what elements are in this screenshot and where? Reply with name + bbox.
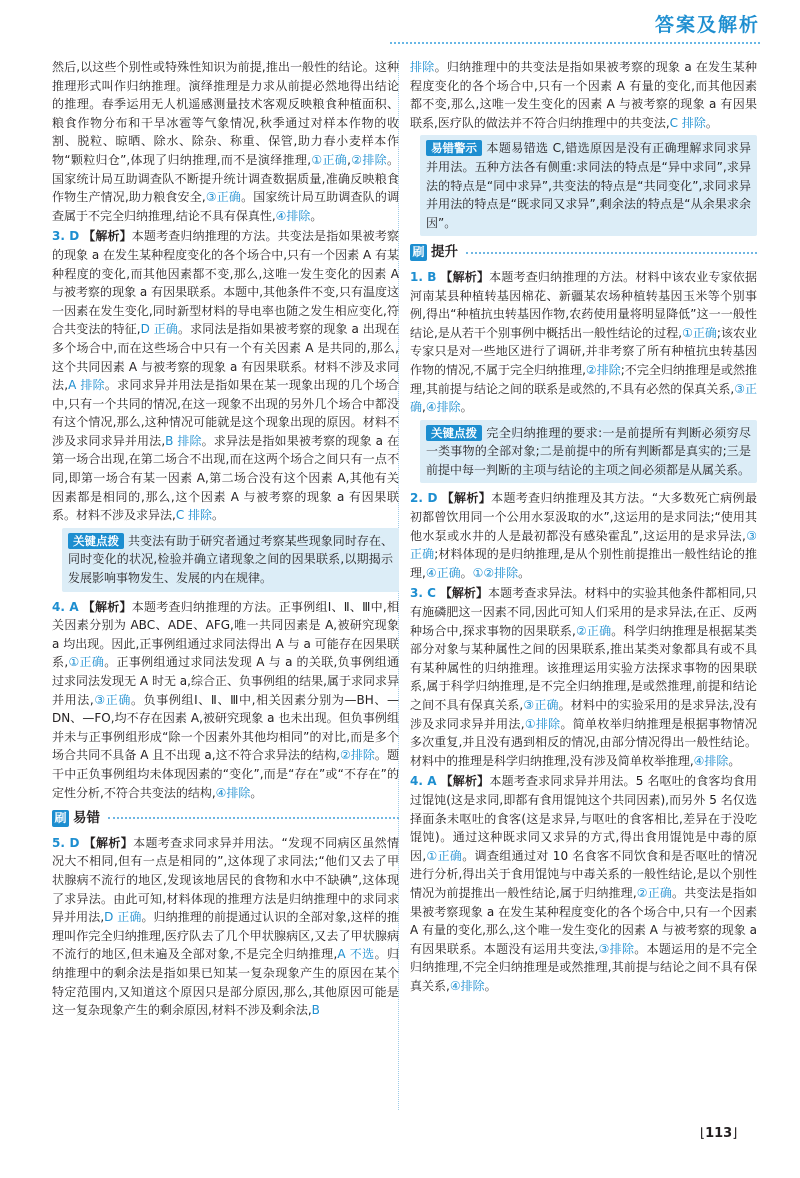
text: 。科学归纳推理是根据某类部分对象与某种属性之间的因果联系,推出某类对象都具有或不具有某种属性的归纳推理。该推理运用实验方法探求事物的因果联系,属于科学归纳推理,是不完全归纳推理,是或然推理,前提和结论之间不具有保真关系, xyxy=(410,623,757,712)
verdict: B xyxy=(311,1003,320,1018)
text: 。国家统计局互助调查队的调查属于不完全归纳推理,结论不具有保真性, xyxy=(52,190,399,223)
text: 。 xyxy=(250,785,263,800)
text: 。 xyxy=(484,978,497,993)
tip-box-key-point xyxy=(420,420,757,484)
verdict: ①排除 xyxy=(524,716,561,731)
text: 。国家统计局互助调查队不断提升统计调查数据质量,准确反映粮食作物生产情况,助力粮食安全, xyxy=(52,152,399,205)
tip-box-key-point xyxy=(62,528,399,592)
answer-number: 3. C xyxy=(410,586,436,601)
text: 。简单枚举归纳推理是根据事物情况多次重复,并且没有遇到相反的情况,由部分情况得出一般性结论。材料中的推理是科学归纳推理,没有涉及简单枚举推理, xyxy=(410,716,757,768)
verdict: ④排除 xyxy=(693,753,729,768)
verdict: ①正确 xyxy=(68,655,105,670)
analysis-tag: 【解析】 xyxy=(440,269,490,284)
verdict: B 排除 xyxy=(165,433,202,448)
text: 。负事例组Ⅰ、Ⅱ、Ⅲ中,相关因素分别为—BH、—DN、—FO,均不存在因素 A,被研究现象 a 也未出现。但负事例组并未与正事例组形成“除一个因素外其他均相同”的对比,而是多个场合共同不具备 A 且不出现 a,这不符合求异法的结构, xyxy=(52,692,399,763)
text: , xyxy=(422,400,426,415)
right-column xyxy=(410,58,757,1108)
verdict: D 正确 xyxy=(140,322,178,337)
header-dotted-rule xyxy=(390,42,760,44)
verdict: ④排除 xyxy=(215,785,251,800)
tip-text: 完全归纳推理的要求:一是前提所有判断必须穷尽一类事物的全部对象;二是前提中的所有判断都是真实的;三是前提中每一判断的主项与结论的主项之间必须都是从属关系。 xyxy=(426,425,751,477)
text: , xyxy=(347,152,351,167)
analysis-tag: 【解析】 xyxy=(83,835,134,850)
section-title: 提升 xyxy=(431,244,458,261)
section-dotted-rule xyxy=(466,252,757,254)
text: 。正事例组通过求同法发现 A 与 a 的关联,负事例组通过求同法发现无 A 时无 a,综合正、负事例组的结果,属于求同求异并用法, xyxy=(52,655,399,707)
answer-item-3 xyxy=(52,227,399,525)
verdict: ④排除 xyxy=(449,978,485,993)
verdict: ②正确 xyxy=(636,885,673,900)
verdict: ①正确 xyxy=(311,152,348,167)
text: ;该农业专家只是对一些地区进行了调研,并非考察了所有种植抗虫转基因作物的情况,不属于完全归纳推理, xyxy=(410,325,757,377)
answer-number: 5. D xyxy=(52,835,80,850)
text: 。归纳推理的前提通过认识的全部对象,这样的推理叫作完全归纳推理,医疗队去了几个甲状腺病区,又去了甲状腺病不流行的地区,但未遍及全部对象,不是完全归纳推理, xyxy=(52,910,399,962)
verdict: C 排除 xyxy=(669,115,706,130)
text: 。共变法是指如果被考察现象 a 在发生某种程度变化的各个场合中,只有一个因素 A 有量的变化,那么,这个唯一发生变化的因素 A 与被考察的现象 a 有因果联系。本题没有运用共变法, xyxy=(410,885,757,956)
answer-number: 4. A xyxy=(410,774,437,789)
answer-number: 2. D xyxy=(410,491,438,506)
page-number xyxy=(700,1126,737,1141)
text: 本题考查归纳推理的方法。材料中该农业专家依据河南某县种植转基因棉花、新疆某农场种植转基因玉米等个别事例,得出“种植抗虫转基因作物,农药使用量将明显降低”这一一般性结论,是从若干个别事例中概括出一般性结论的过程, xyxy=(410,269,757,340)
text: 。归纳推理中的共变法是指如果被考察的现象 a 在发生某种程度变化的各个场合中,只有一个因素 A 有量的变化,而其他因素都不变,那么,这唯一发生变化的因素 A 与被考察的现象 a 有因果联系,医疗队的做法并不符合归纳推理中的共变法, xyxy=(410,60,757,130)
section-header-tisheng xyxy=(410,243,757,262)
verdict: ②排除 xyxy=(585,362,621,377)
verdict: 排除 xyxy=(410,60,435,74)
tip-text: 共变法有助于研究者通过考察某些现象同时存在、同时变化的状况,检验并确立诸现象之间的因果联系,以期揭示发展影响事物发生、发展的内在规律。 xyxy=(68,533,393,586)
tip-label: 易错警示 xyxy=(426,140,482,156)
verdict: D 正确 xyxy=(104,910,142,925)
answer-number: 1. B xyxy=(410,269,437,284)
text: 。 xyxy=(460,400,473,415)
page-number-text: 113 xyxy=(705,1126,733,1141)
answer-item-4 xyxy=(52,598,399,803)
page-number-bracket: ⌋ xyxy=(732,1126,738,1141)
section-badge: 刷 xyxy=(52,810,69,827)
tip-box-error-warning xyxy=(420,135,757,236)
paragraph-continuation xyxy=(52,58,399,225)
verdict: ③正确 xyxy=(410,381,757,415)
tip-label: 关键点拨 xyxy=(426,425,482,441)
paragraph-continuation xyxy=(410,58,757,132)
verdict: ①②排除 xyxy=(472,565,519,580)
verdict: ③排除 xyxy=(598,941,635,956)
tip-text: 本题易错选 C,错选原因是没有正确理解求同求异并用法。五种方法各有侧重:求同法的特点是“异中求同”,求异法的特点是“同中求异”,共变法的特点是“共同变化”,求同求异并用法的特点是“既求同又求异”,剩余法的特点是“从余果求余因”。 xyxy=(426,141,751,230)
verdict: A 不选 xyxy=(337,947,375,962)
answer-item-3 xyxy=(410,584,757,770)
page-number-bracket: ⌊ xyxy=(700,1126,706,1141)
text: 。本题运用的是不完全归纳推理,不完全归纳推理是或然推理,其前提与结论之间不具有保真关系, xyxy=(410,941,757,993)
verdict: ④排除 xyxy=(275,208,311,223)
text: 。 xyxy=(518,565,531,580)
verdict: ③正确 xyxy=(410,528,757,562)
answer-item-2 xyxy=(410,489,757,582)
text: 。材料中的实验采用的是求异法,没有涉及求同求异并用法, xyxy=(410,698,757,731)
analysis-tag: 【解析】 xyxy=(441,491,492,506)
verdict: ①正确 xyxy=(682,325,717,340)
header-title: 答案及解析 xyxy=(654,14,760,36)
text: 。 xyxy=(212,508,225,523)
verdict: ②正确 xyxy=(575,623,612,638)
text: 本题考查求异法。材料中的实验其他条件都相同,只有施磷肥这一因素不同,因此可知人们采用的是求异法,在正、反两种场合中,探求事物的因果联系, xyxy=(410,586,757,638)
analysis-tag: 【解析】 xyxy=(83,229,132,244)
tip-label: 关键点拨 xyxy=(68,533,124,549)
text: 。题干中正负事例组均未体现因素的“变化”,而是“存在”或“不存在”的定性分析,不符合共变法的结构, xyxy=(52,748,399,800)
verdict: ①正确 xyxy=(426,848,463,863)
text: ;不完全归纳推理是或然推理,其前提与结论之间的联系是或然的,不具有必然的保真关系, xyxy=(410,362,757,396)
answer-item-4 xyxy=(410,772,757,995)
text: 本题考查求同求异并用法。5 名呕吐的食客均食用过馄饨(这是求同,即都有食用馄饨这个共同因素),而另外 5 名仅选择面条未呕吐的食客(这是求异,与呕吐的食客相比,差异在于没吃馄饨)。通过这种既求同又求异的方式,得出食用馄饨是中毒的原因, xyxy=(410,774,757,863)
verdict: ④正确 xyxy=(425,565,461,580)
answer-number: 3. D xyxy=(52,229,80,244)
text: 。 xyxy=(310,208,323,223)
left-column xyxy=(52,58,399,1108)
text: 本题考查归纳推理及其方法。“大多数死亡病例最初都曾饮用同一个公用水泵汲取的水”,这运用的是求同法;“使用其他水泵或水井的人是最初都没有感染霍乱”,这运用的是求异法, xyxy=(410,491,757,543)
verdict: ③正确 xyxy=(205,190,242,205)
text: 。 xyxy=(460,565,473,580)
verdict: C 排除 xyxy=(175,508,213,523)
text: 。 xyxy=(728,753,741,768)
verdict: A 排除 xyxy=(68,378,105,393)
text: ;材料体现的是归纳推理,是从个别性前提推出一般性结论的推理, xyxy=(410,547,757,580)
text: 本题考查求同求异并用法。“发现不同病区虽然情况大不相同,但有一点是相同的”,这体现了求同法;“他们又去了甲状腺病不流行的地区,发现该地居民的食物和水中不缺碘”,这体现了求异法。由此可知,材料体现的推理方法是归纳推理中的求同求异并用法, xyxy=(52,835,399,925)
section-header-yicuo xyxy=(52,809,399,828)
text: 。求异法是指如果被考察的现象 a 在第一场合出现,在第二场合不出现,而在这两个场合之间只有一点不同,即第一场合有某一因素 A,第二场合没有这个因素 A,其他有关因素都是相同的,那么,这个因素 A 与被考察的现象 a 有因果联系。材料不涉及求异法, xyxy=(52,433,399,523)
verdict: ④排除 xyxy=(425,400,461,415)
section-dotted-rule xyxy=(108,817,399,819)
text: 。归纳推理中的剩余法是指如果已知某一复杂现象产生的原因在某个特定范围内,又知道这个原因只是部分原因,那么,其他原因可能是这一复杂现象产生的剩余原因,材料不涉及剩余法, xyxy=(52,947,399,1018)
analysis-tag: 【解析】 xyxy=(440,774,490,789)
text: 本题考查归纳推理的方法。共变法是指如果被考察的现象 a 在发生某种程度变化的各个场合中,只有一个因素 A 有某种程度的变化,而其他因素都不变,那么,这唯一发生变化的因素 A 与被考察的现象 a 有因果联系。本题中,其他条件不变,只有温度这一因素在发生变化,同时新型材料的导电率也随之发生相应变化,符合共变法的特征, xyxy=(52,229,399,337)
verdict: ③正确 xyxy=(523,698,559,712)
text: 。 xyxy=(705,115,718,130)
text: 然后,以这些个别性或特殊性知识为前提,推出一般性的结论。这种推理形式叫作归纳推理。演绎推理是力求从前提必然地得出结论的推理。春季运用无人机遥感测量技术客观反映粮食种植面积、粮食作物分布和干旱冰雹等气象情况,秋季通过对样本作物的收割、脱粒、晾晒、除水、除杂、称重、保管,助力春小麦样本作物“颗粒归仓”,体现了归纳推理,而不是演绎推理, xyxy=(52,60,399,167)
text: 。求同法是指如果被考察的现象 a 出现在多个场合中,而在这些场合中只有一个有关因素 A 是共同的,那么,这个共同因素 A 与被考察的现象 a 有因果联系。材料不涉及求同法, xyxy=(52,322,399,393)
verdict: ②排除 xyxy=(350,152,387,167)
analysis-tag: 【解析】 xyxy=(82,599,132,614)
section-title: 易错 xyxy=(73,810,100,827)
verdict: ②排除 xyxy=(339,748,375,763)
text: 。调查组通过对 10 名食客不同饮食和是否呕吐的情况进行分析,得出关于食用馄饨与中毒关系的一般性结论,是以个别性情况为前提推出一般性结论,属于归纳推理, xyxy=(410,848,757,900)
text: 。求同求异并用法是指如果在某一现象出现的几个场合中,只有一个共同的情况,在这一现象不出现的另外几个场合中都没有这个情况,那么,这种情况可能就是这个现象出现的原因。材料不涉及求同求异并用法, xyxy=(52,378,399,448)
answer-item-5 xyxy=(52,834,399,1020)
answer-item-1 xyxy=(410,268,757,417)
analysis-tag: 【解析】 xyxy=(439,586,489,601)
text: 本题考查归纳推理的方法。正事例组Ⅰ、Ⅱ、Ⅲ中,相关因素分别为 ABC、ADE、AFG,唯一共同因素是 A,被研究现象 a 均出现。因此,正事例组通过求同法得出 A 与 a 可能存在因果联系, xyxy=(52,599,399,670)
page-header xyxy=(0,0,800,56)
verdict: ③正确 xyxy=(93,692,131,707)
answer-number: 4. A xyxy=(52,599,79,614)
section-badge: 刷 xyxy=(410,244,427,261)
